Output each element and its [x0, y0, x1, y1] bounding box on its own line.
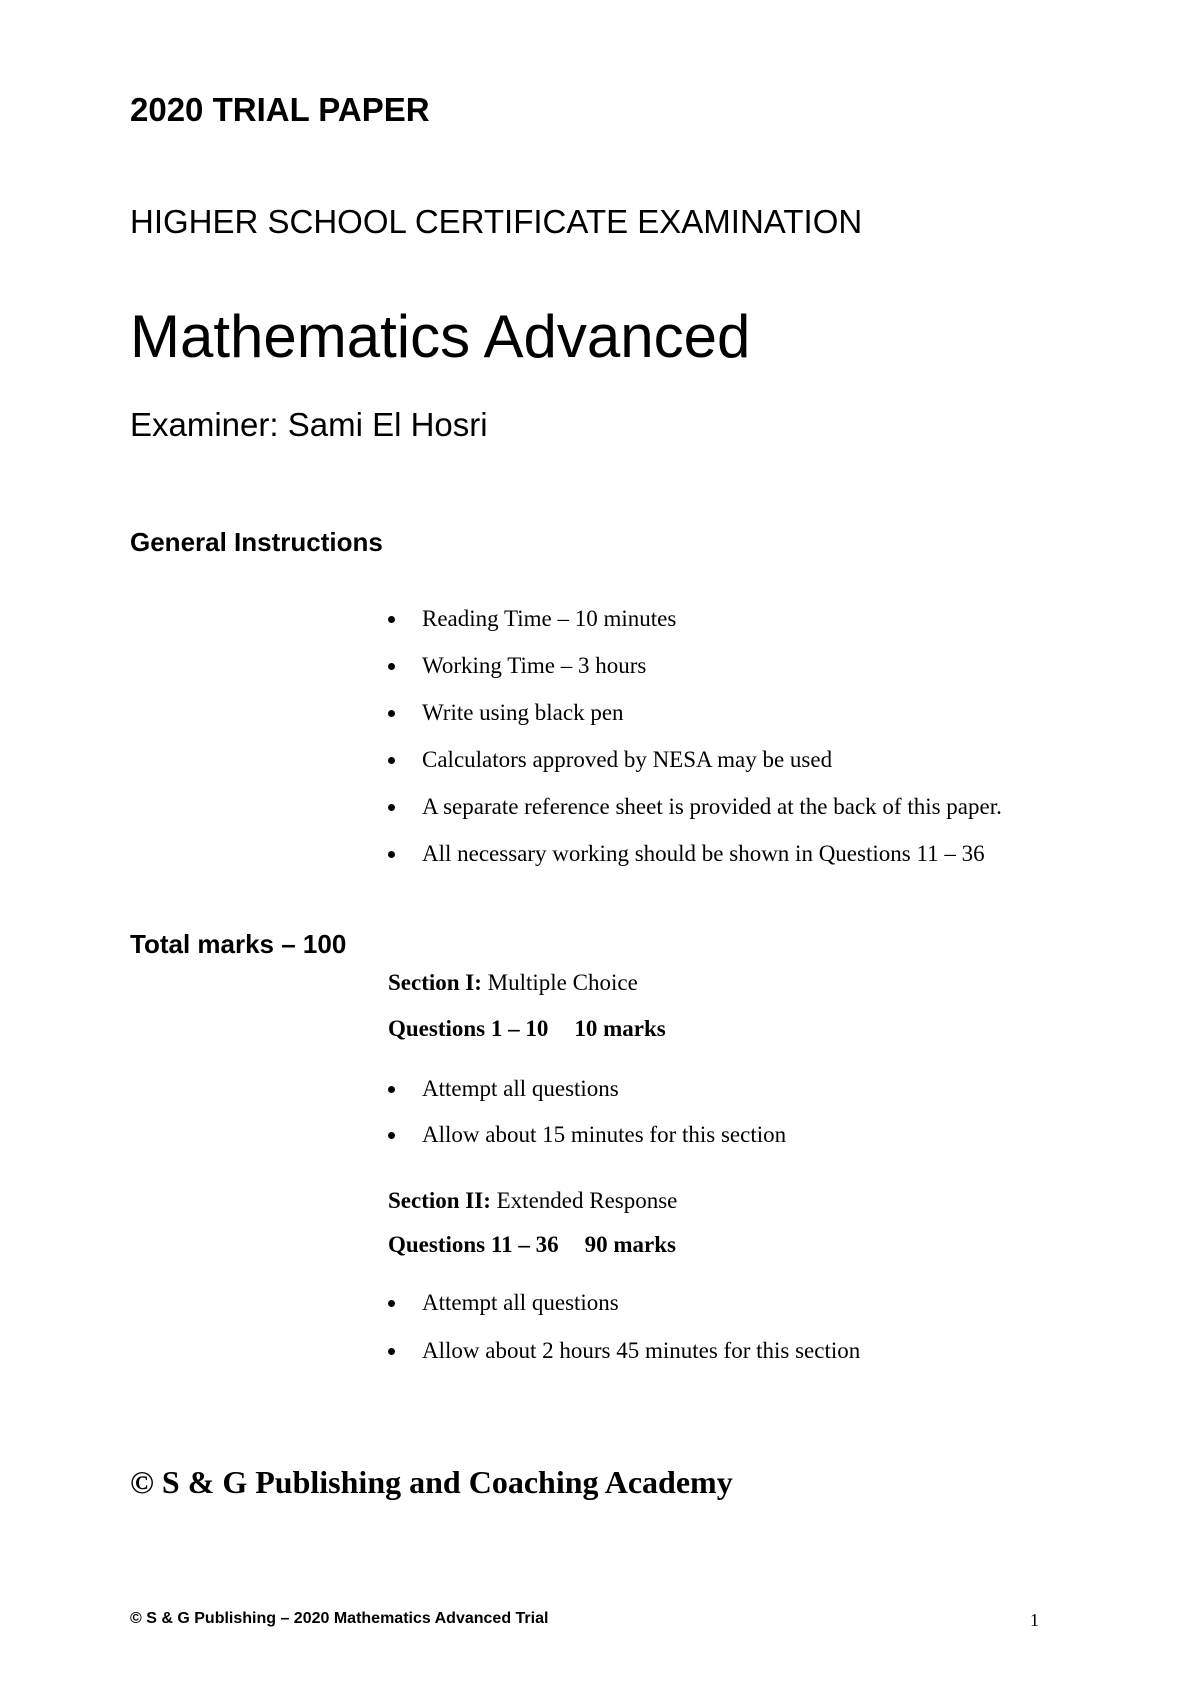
list-item: Allow about 15 minutes for this section	[388, 1120, 786, 1166]
section-1-questions: Questions 1 – 10 10 marks	[388, 1016, 666, 1041]
general-instructions-list	[388, 604, 1002, 886]
section-1-list	[388, 1074, 786, 1166]
trial-paper-title: 2020 TRIAL PAPER	[130, 91, 430, 128]
bullet-icon	[388, 1132, 395, 1139]
general-instructions-heading: General Instructions	[130, 527, 383, 557]
section-2-questions: Questions 11 – 36 90 marks	[388, 1232, 676, 1257]
section-2-title: Section II: Extended Response	[388, 1188, 678, 1213]
list-item: Allow about 2 hours 45 minutes for this section	[388, 1336, 860, 1384]
bullet-icon	[388, 804, 395, 811]
bullet-icon	[388, 1300, 395, 1307]
bullet-icon	[388, 851, 395, 858]
section-2-list	[388, 1288, 860, 1384]
examiner-name: Examiner: Sami El Hosri	[130, 406, 488, 443]
list-item: Calculators approved by NESA may be used	[388, 745, 1002, 792]
total-marks-heading: Total marks – 100	[130, 929, 347, 959]
bullet-icon	[388, 710, 395, 717]
list-item: Attempt all questions	[388, 1074, 786, 1120]
footer-text: © S & G Publishing – 2020 Mathematics Advanced Trial	[130, 1610, 549, 1627]
list-item: Working Time – 3 hours	[388, 651, 1002, 698]
copyright-notice: © S & G Publishing and Coaching Academy	[130, 1464, 733, 1500]
bullet-icon	[388, 1086, 395, 1093]
bullet-icon	[388, 663, 395, 670]
list-item: Reading Time – 10 minutes	[388, 604, 1002, 651]
section-1-title: Section I: Multiple Choice	[388, 970, 638, 995]
bullet-icon	[388, 1348, 395, 1355]
bullet-icon	[388, 757, 395, 764]
list-item: All necessary working should be shown in Questions 11 – 36	[388, 839, 1002, 886]
subject-title: Mathematics Advanced	[130, 303, 751, 370]
list-item: Attempt all questions	[388, 1288, 860, 1336]
page-number: 1	[1030, 1610, 1039, 1630]
list-item: A separate reference sheet is provided at the back of this paper.	[388, 792, 1002, 839]
list-item: Write using black pen	[388, 698, 1002, 745]
exam-name: HIGHER SCHOOL CERTIFICATE EXAMINATION	[130, 203, 863, 240]
bullet-icon	[388, 616, 395, 623]
